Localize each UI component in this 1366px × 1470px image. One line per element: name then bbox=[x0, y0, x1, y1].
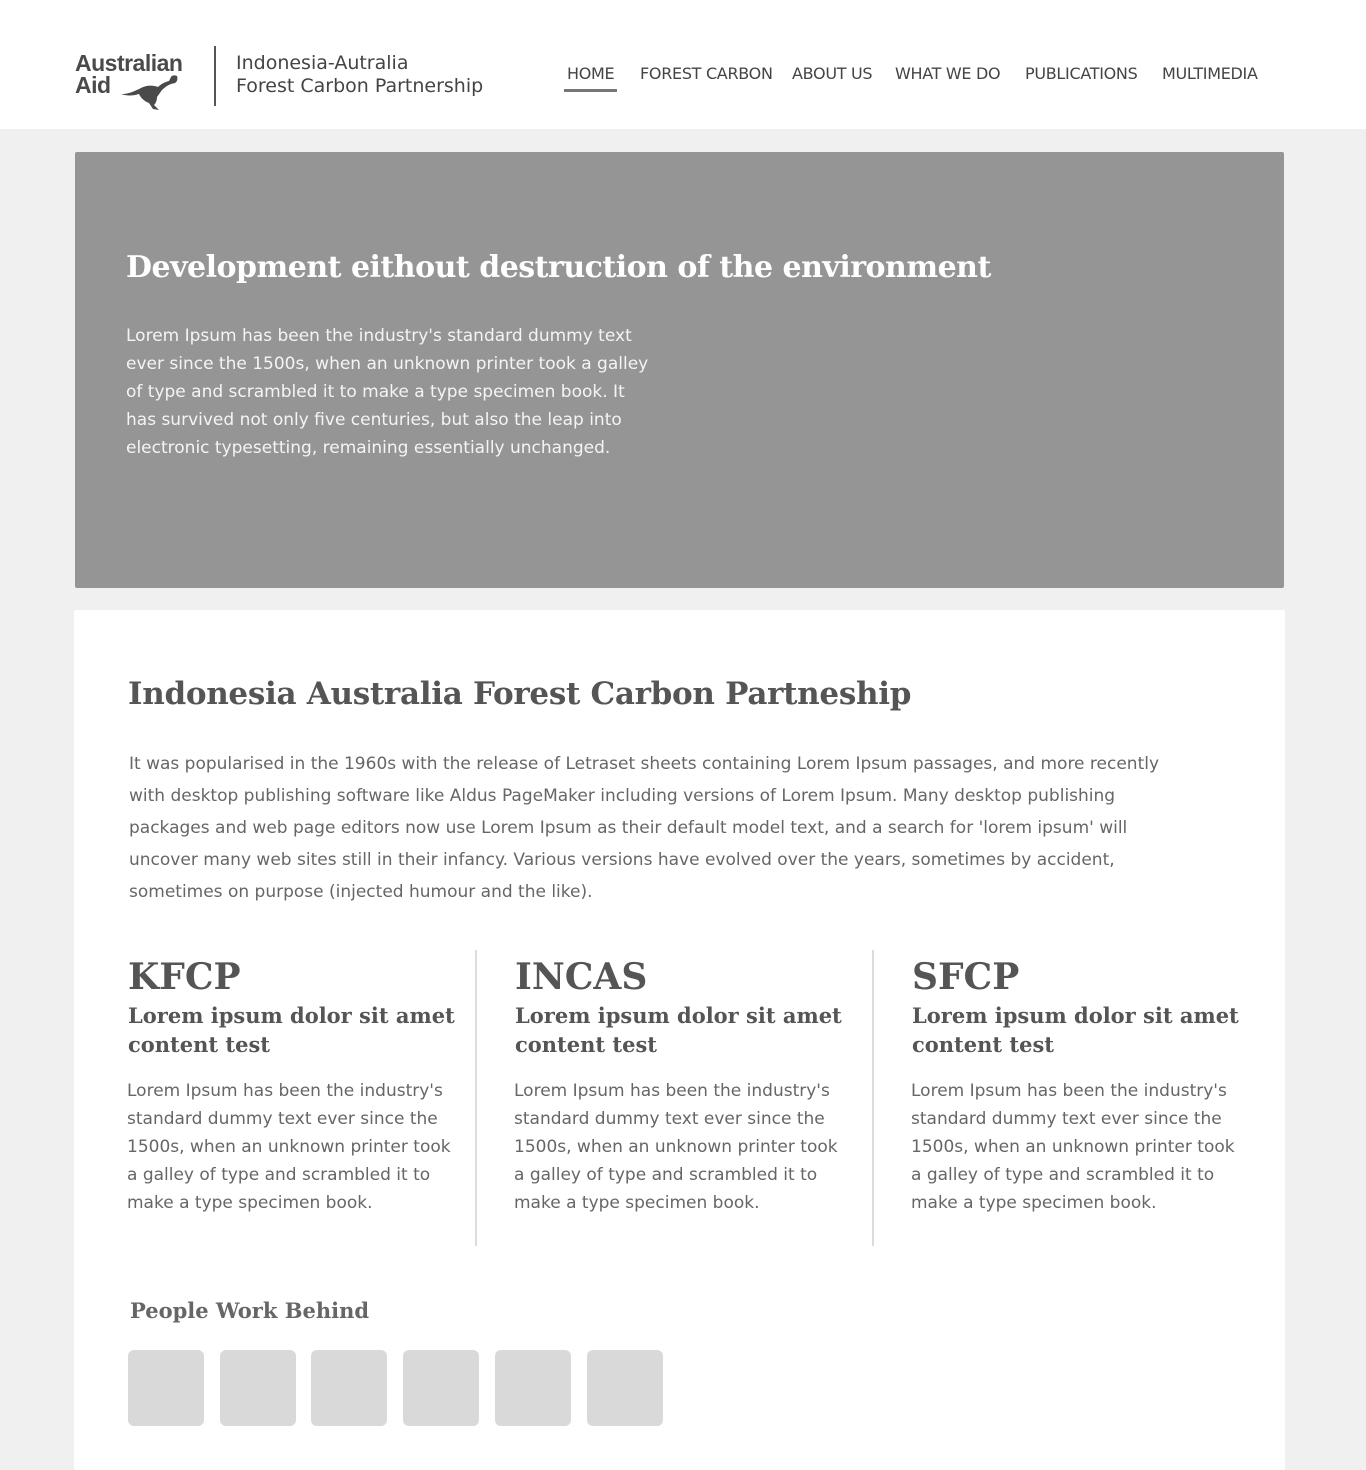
column-divider bbox=[872, 950, 874, 1246]
section-title: Indonesia Australia Forest Carbon Partneship bbox=[128, 676, 912, 712]
program-subtitle: Lorem ipsum dolor sit amet content test bbox=[912, 1003, 1239, 1057]
nav-item-home[interactable]: HOME bbox=[567, 64, 615, 83]
program-card-sfcp[interactable] bbox=[912, 955, 1242, 1217]
nav-item-what-we-do[interactable]: WHAT WE DO bbox=[895, 64, 1001, 83]
person-avatar[interactable] bbox=[495, 1350, 571, 1426]
hero-banner bbox=[75, 152, 1284, 588]
nav-item-forest-carbon[interactable]: FOREST CARBON bbox=[640, 64, 773, 83]
person-avatar[interactable] bbox=[128, 1350, 204, 1426]
program-card-kfcp[interactable] bbox=[128, 955, 458, 1217]
program-text: Lorem Ipsum has been the industry's standard dummy text ever since the 1500s, when an unknown printer took a galley of type and scrambled it to make a type specimen book. bbox=[514, 1081, 838, 1213]
person-avatar[interactable] bbox=[587, 1350, 663, 1426]
person-avatar[interactable] bbox=[403, 1350, 479, 1426]
person-avatar[interactable] bbox=[220, 1350, 296, 1426]
program-card-incas[interactable] bbox=[515, 955, 845, 1217]
program-subtitle: Lorem ipsum dolor sit amet content test bbox=[128, 1003, 455, 1057]
program-title: INCAS bbox=[515, 956, 648, 998]
brand-line-1: Indonesia-Autralia bbox=[236, 52, 409, 74]
hero-title: Development eithout destruction of the environment bbox=[126, 250, 991, 285]
content-card bbox=[74, 610, 1285, 1470]
logo-word-australian: Australian bbox=[75, 50, 183, 76]
main-nav bbox=[0, 64, 1366, 98]
brand-line-2: Forest Carbon Partnership bbox=[236, 75, 484, 97]
nav-item-publications[interactable]: PUBLICATIONS bbox=[1025, 64, 1138, 83]
program-subtitle: Lorem ipsum dolor sit amet content test bbox=[515, 1003, 842, 1057]
nav-item-about-us[interactable]: ABOUT US bbox=[792, 64, 873, 83]
logo-word-aid: Aid bbox=[75, 72, 111, 98]
people-section-title: People Work Behind bbox=[130, 1298, 370, 1323]
hero-text: Lorem Ipsum has been the industry's standard dummy text ever since the 1500s, when an unknown printer took a galley of type and scrambled it to make a type specimen book. It has survived not only five centuries, but also the leap into electronic typesetting, remaining essentially unchanged. bbox=[126, 326, 649, 458]
program-title: SFCP bbox=[912, 956, 1020, 998]
column-divider bbox=[475, 950, 477, 1246]
intro-text: It was popularised in the 1960s with the release of Letraset sheets containing Lorem Ipsum passages, and more recently with desktop publishing software like Aldus PageMaker including versions of Lorem Ipsum. Many desktop publishing packages and web page editors now use Lorem Ipsum as their default model text, and a search for 'lorem ipsum' will uncover many web sites still in their infancy. Various versions have evolved over the years, sometimes by accident, sometimes on purpose (injected humour and the like). bbox=[129, 754, 1160, 902]
nav-item-multimedia[interactable]: MULTIMEDIA bbox=[1162, 64, 1258, 83]
program-text: Lorem Ipsum has been the industry's standard dummy text ever since the 1500s, when an unknown printer took a galley of type and scrambled it to make a type specimen book. bbox=[911, 1081, 1235, 1213]
top-bar bbox=[0, 0, 1366, 129]
program-title: KFCP bbox=[128, 956, 241, 998]
person-avatar[interactable] bbox=[311, 1350, 387, 1426]
program-text: Lorem Ipsum has been the industry's standard dummy text ever since the 1500s, when an unknown printer took a galley of type and scrambled it to make a type specimen book. bbox=[127, 1081, 451, 1213]
